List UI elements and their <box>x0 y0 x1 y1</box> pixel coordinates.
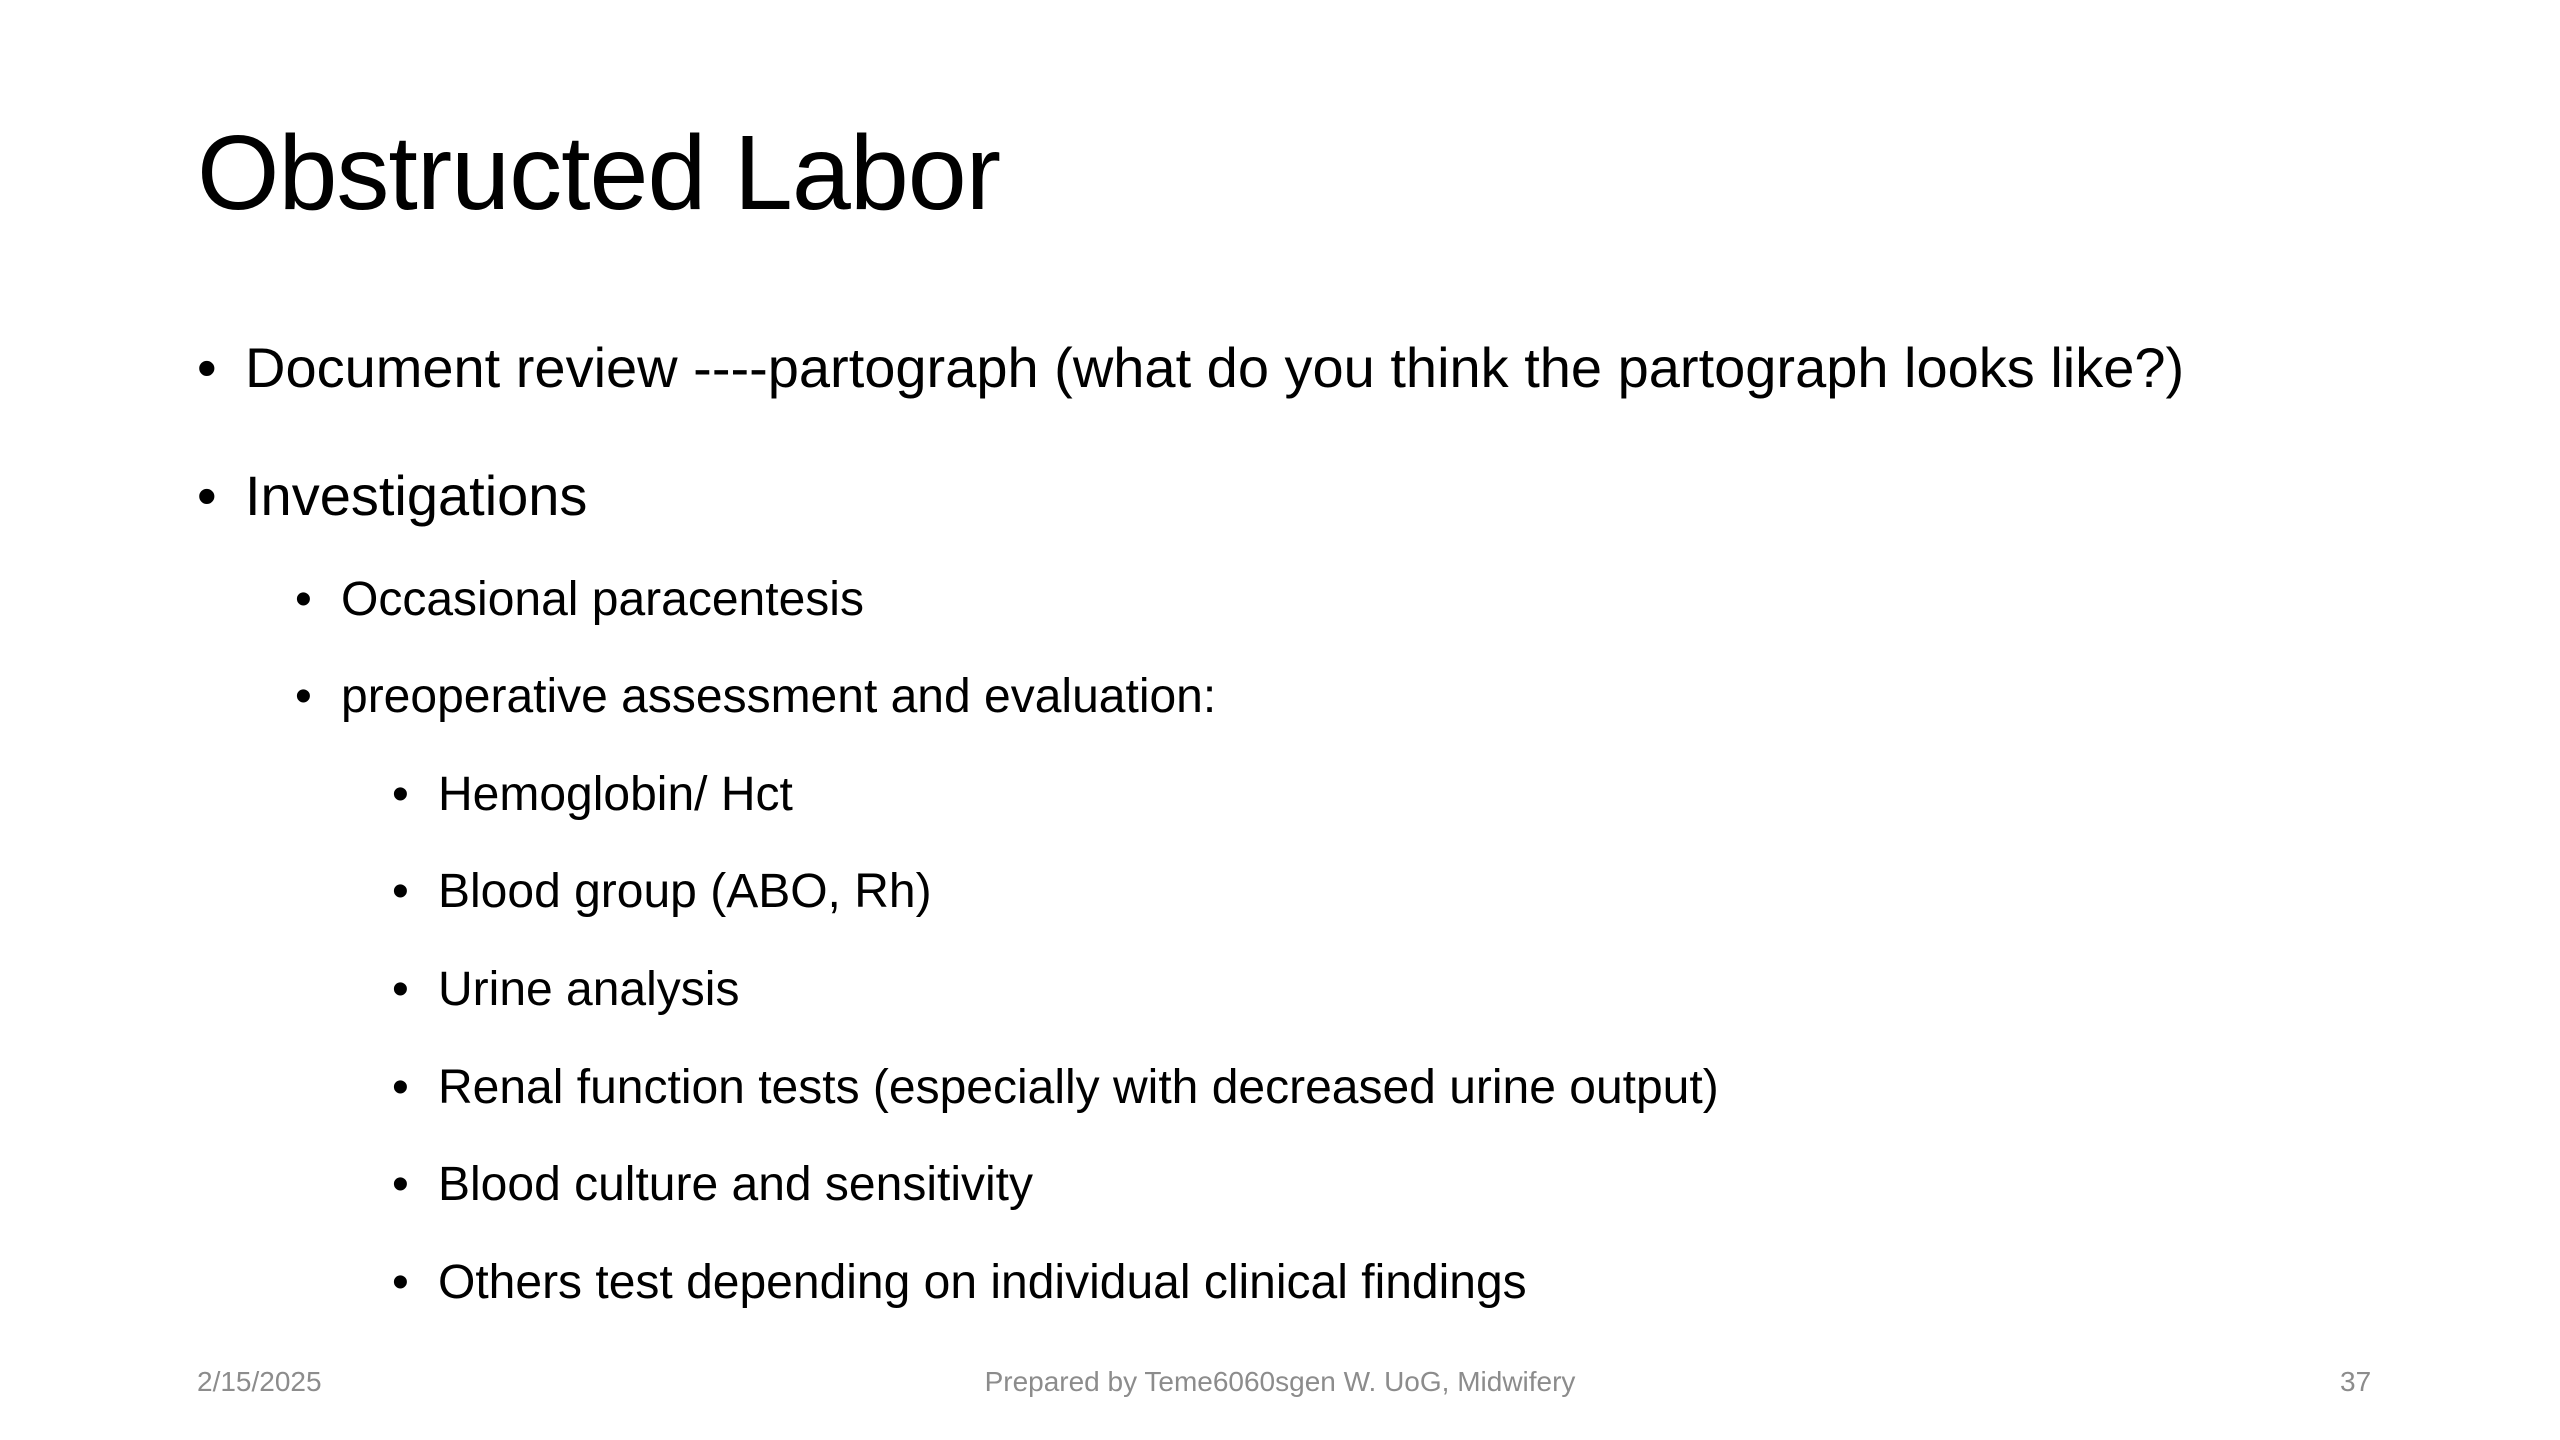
sub-sub-bullet-item <box>392 1060 1719 1115</box>
bullet-dot-icon: • <box>392 1061 409 1114</box>
bullet-dot-icon: • <box>392 963 409 1016</box>
bullet-text: preoperative assessment and evaluation: <box>341 670 1217 723</box>
bullet-text: Urine analysis <box>438 963 740 1016</box>
bullet-dot-icon: • <box>392 768 409 821</box>
sub-sub-bullet-item <box>392 767 793 822</box>
bullet-dot-icon: • <box>197 464 217 527</box>
bullet-dot-icon: • <box>392 1256 409 1309</box>
bullet-text: Document review ----partograph (what do you think the partograph looks like?) <box>245 336 2185 399</box>
sub-sub-bullet-item <box>392 864 932 919</box>
bullet-text: Blood group (ABO, Rh) <box>438 865 932 918</box>
bullet-text: Blood culture and sensitivity <box>438 1158 1033 1211</box>
bullet-text: Hemoglobin/ Hct <box>438 768 793 821</box>
bullet-dot-icon: • <box>392 865 409 918</box>
bullet-dot-icon: • <box>197 336 217 399</box>
bullet-dot-icon: • <box>295 670 312 723</box>
bullet-text: Occasional paracentesis <box>341 573 864 626</box>
bullet-text: Others test depending on individual clinical findings <box>438 1256 1527 1309</box>
sub-sub-bullet-item <box>392 1157 1033 1212</box>
bullet-item <box>197 463 587 528</box>
sub-sub-bullet-item <box>392 962 739 1017</box>
bullet-dot-icon: • <box>392 1158 409 1211</box>
bullet-text: Investigations <box>245 464 588 527</box>
sub-bullet-item <box>295 572 864 627</box>
footer-date: 2/15/2025 <box>197 1366 322 1397</box>
bullet-text: Renal function tests (especially with decreased urine output) <box>438 1061 1719 1114</box>
sub-bullet-item <box>295 669 1216 724</box>
footer-author: Prepared by Teme6060sgen W. UoG, Midwifery <box>984 1366 1576 1397</box>
bullet-item <box>197 335 2184 400</box>
slide-number: 37 <box>2340 1366 2372 1397</box>
sub-sub-bullet-item <box>392 1255 1527 1310</box>
slide-title: Obstructed Labor <box>197 114 1001 232</box>
bullet-dot-icon: • <box>295 573 312 626</box>
